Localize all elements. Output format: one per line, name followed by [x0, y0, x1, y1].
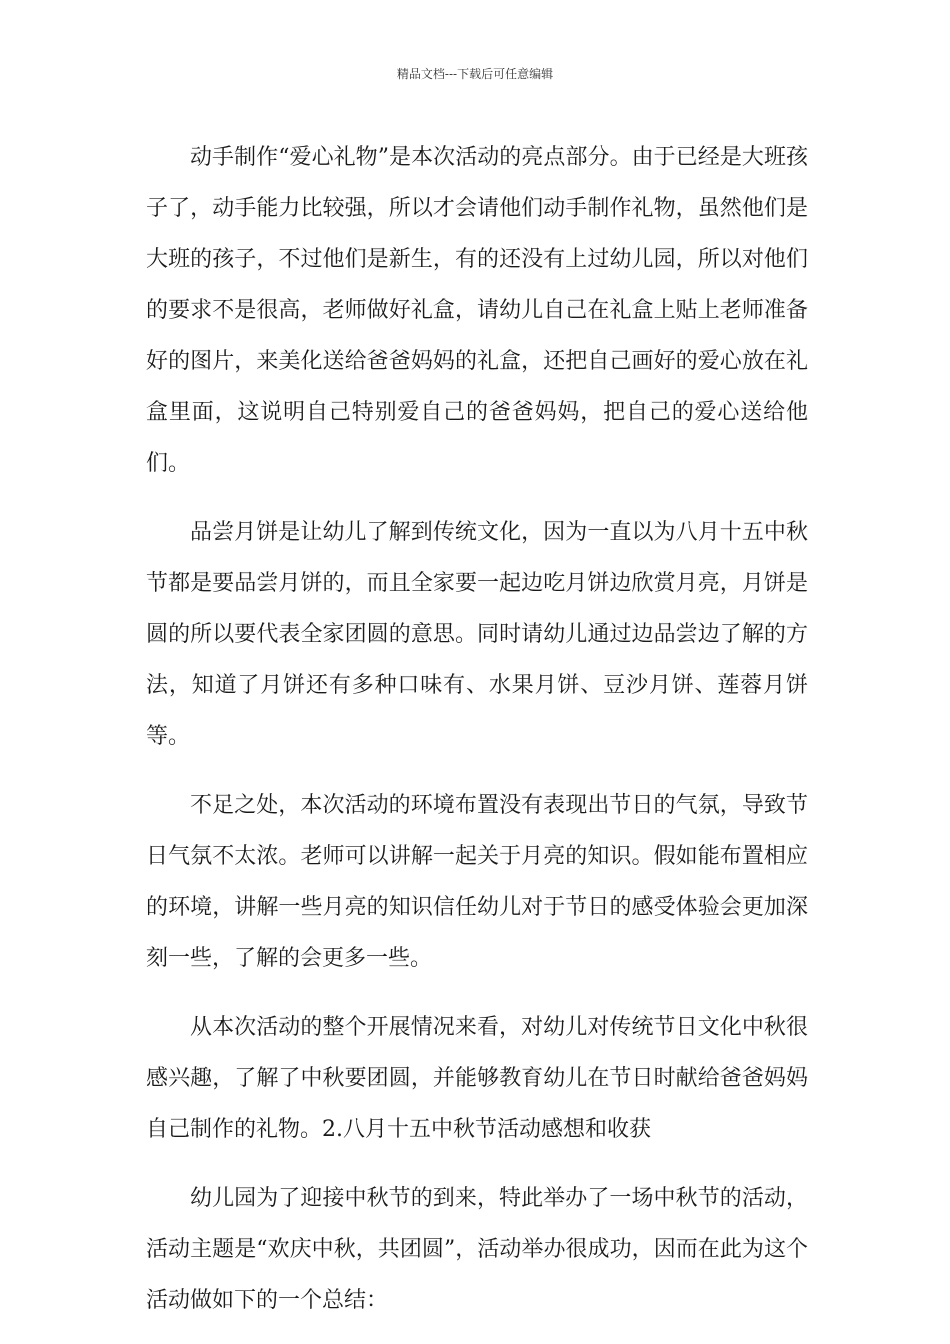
- paragraph-shortcomings: 不足之处，本次活动的环境布置没有表现出节日的气氛，导致节日气氛不太浓。老师可以讲解一起关于月亮的知识。假如能布置相应的环境，讲解一些月亮的知识信任幼儿对于节日的感受体验会更加深刻一些，了解的会更多一些。: [146, 793, 808, 971]
- paragraph-mooncake-tasting: 品尝月饼是让幼儿了解到传统文化，因为一直以为八月十五中秋节都是要品尝月饼的，而且全家要一起边吃月饼边欣赏月亮，月饼是圆的所以要代表全家团圆的意思。同时请幼儿通过边品尝边了解的方法，知道了月饼还有多种口味有、水果月饼、豆沙月饼、莲蓉月饼等。: [146, 520, 808, 749]
- page-header: 精品文档---下载后可任意编辑: [396, 67, 554, 81]
- paragraph-overall-summary: 从本次活动的整个开展情况来看，对幼儿对传统节日文化中秋很感兴趣，了解了中秋要团圆，并能够教育幼儿在节日时献给爸爸妈妈自己制作的礼物。2.八月十五中秋节活动感想和收获: [146, 1015, 808, 1142]
- paragraph-gift-making: 动手制作“爱心礼物”是本次活动的亮点部分。由于已经是大班孩子了，动手能力比较强，所以才会请他们动手制作礼物，虽然他们是大班的孩子，不过他们是新生，有的还没有上过幼儿园，所以对他们的要求不是很高，老师做好礼盒，请幼儿自己在礼盒上贴上老师准备好的图片，来美化送给爸爸妈妈的礼盒，还把自己画好的爱心放在礼盒里面，这说明自己特别爱自己的爸爸妈妈，把自己的爱心送给他们。: [146, 145, 808, 476]
- document-body: [146, 132, 808, 1344]
- paragraph-kindergarten-event: 幼儿园为了迎接中秋节的到来，特此举办了一场中秋节的活动，活动主题是“欢庆中秋，共团圆”，活动举办很成功，因而在此为这个活动做如下的一个总结：: [146, 1186, 808, 1313]
